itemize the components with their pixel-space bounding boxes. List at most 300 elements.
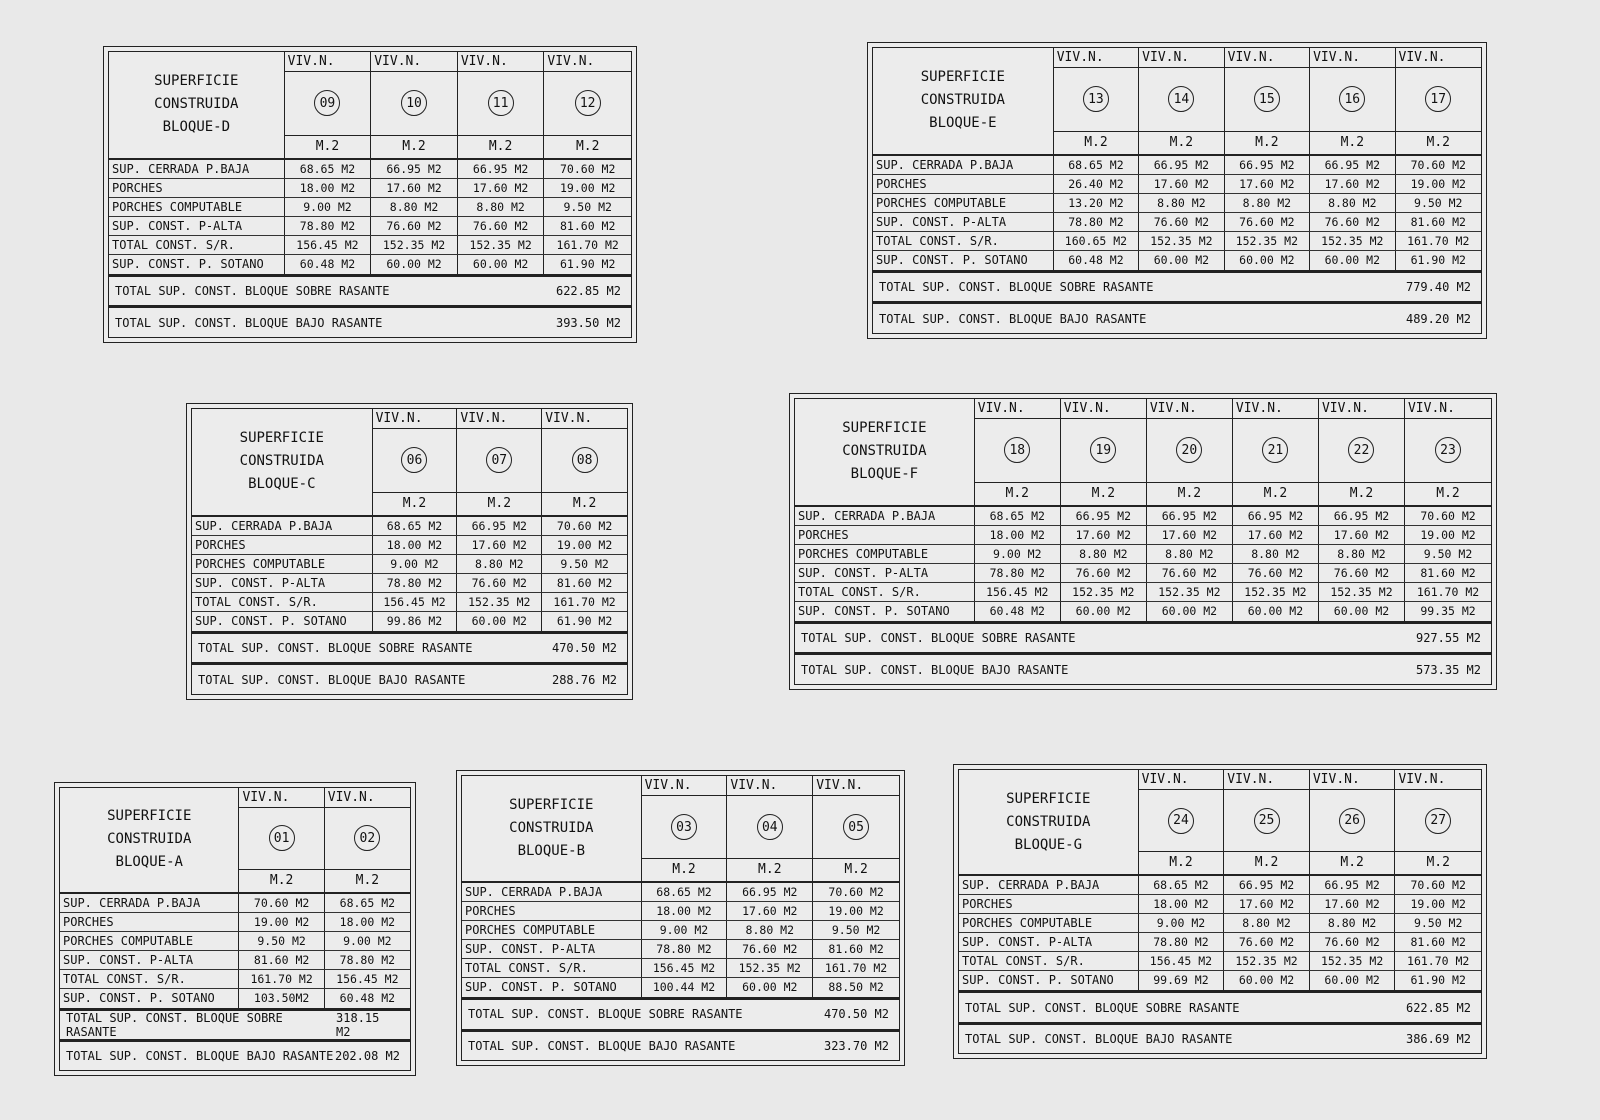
unit-column-15 [1225, 48, 1310, 154]
row-value: 9.50 M2 [1413, 916, 1463, 931]
row-value: 68.65 M2 [975, 507, 1061, 525]
unit-label: VIV.N. [1405, 399, 1491, 419]
row-value: 17.60 M2 [1139, 175, 1224, 193]
row-value: 17.60 M2 [1224, 895, 1310, 913]
unit-number-circle: 08 [572, 447, 598, 473]
row-value: 66.95 M2 [371, 160, 458, 178]
table-row [462, 959, 899, 978]
row-value: 70.60 M2 [556, 518, 613, 533]
table-header [59, 787, 411, 892]
row-value: 81.60 M2 [556, 575, 613, 590]
table-row [192, 574, 627, 593]
row-value: 18.00 M2 [339, 914, 396, 929]
row-value: 8.80 M2 [371, 198, 458, 216]
row-label: SUP. CONST. P. SOTANO [60, 989, 239, 1008]
unit-m2-label: M.2 [1091, 485, 1116, 501]
row-label: PORCHES COMPUTABLE [109, 198, 285, 216]
row-label: SUP. CONST. P-ALTA [60, 951, 239, 969]
unit-column-23 [1405, 399, 1491, 505]
row-value: 152.35 M2 [1147, 583, 1233, 601]
table-row [873, 175, 1481, 194]
unit-column-20 [1147, 399, 1233, 505]
row-value: 76.60 M2 [727, 940, 813, 958]
unit-column-13 [1054, 48, 1139, 154]
row-value: 60.00 M2 [1224, 971, 1310, 990]
row-label: SUP. CONST. P-ALTA [462, 940, 642, 958]
title-line: CONSTRUIDA [920, 92, 1005, 109]
total-sobre-value: 779.40 M2 [1405, 280, 1471, 295]
row-value: 60.00 M2 [1061, 602, 1147, 621]
total-bajo-rasante [958, 1023, 1482, 1054]
title-line: CONSTRUIDA [842, 443, 927, 460]
data-rows [794, 505, 1492, 622]
unit-number-circle: 26 [1339, 808, 1365, 834]
row-value: 152.35 M2 [457, 593, 542, 611]
row-value: 17.60 M2 [458, 179, 545, 197]
row-label: PORCHES [60, 913, 239, 931]
row-value: 60.48 M2 [1054, 251, 1139, 270]
row-label: PORCHES COMPUTABLE [795, 545, 975, 563]
row-value: 76.60 M2 [1310, 933, 1396, 951]
table-title [795, 399, 975, 505]
unit-column-25 [1224, 770, 1310, 874]
table-row [462, 978, 899, 997]
table-bloque-b [456, 770, 905, 1066]
row-value: 17.60 M2 [457, 536, 542, 554]
unit-column-22 [1319, 399, 1405, 505]
row-value: 76.60 M2 [1061, 564, 1147, 582]
row-value: 18.00 M2 [285, 179, 372, 197]
row-value: 88.50 M2 [828, 980, 884, 995]
table-row [959, 933, 1481, 952]
table-header [108, 51, 632, 158]
row-label: SUP. CONST. P-ALTA [192, 574, 373, 592]
total-bajo-value: 573.35 M2 [1415, 662, 1481, 677]
table-row [192, 555, 627, 574]
row-value: 8.80 M2 [1061, 545, 1147, 563]
row-value: 66.95 M2 [458, 160, 545, 178]
row-value: 76.60 M2 [1224, 933, 1310, 951]
total-bajo-value: 386.69 M2 [1405, 1031, 1471, 1046]
unit-number-circle: 02 [354, 825, 380, 851]
unit-number-circle: 19 [1090, 437, 1116, 463]
table-row [109, 198, 631, 217]
row-value: 76.60 M2 [457, 574, 542, 592]
row-value: 76.60 M2 [458, 217, 545, 235]
row-label: PORCHES [873, 175, 1054, 193]
total-sobre-label: TOTAL SUP. CONST. BLOQUE SOBRE RASANTE [198, 641, 473, 656]
row-value: 66.95 M2 [1224, 876, 1310, 894]
row-value: 60.00 M2 [1139, 251, 1224, 270]
row-value: 19.00 M2 [556, 537, 613, 552]
row-value: 17.60 M2 [1310, 175, 1395, 193]
row-value: 66.95 M2 [1310, 156, 1395, 174]
table-bloque-f [789, 393, 1497, 690]
row-value: 78.80 M2 [285, 217, 372, 235]
row-value: 60.00 M2 [371, 255, 458, 274]
row-value: 26.40 M2 [1054, 175, 1139, 193]
table-bloque-e [867, 42, 1487, 339]
row-value: 78.80 M2 [642, 940, 728, 958]
table-title [959, 770, 1139, 874]
row-value: 81.60 M2 [1410, 214, 1466, 229]
unit-number-circle: 07 [486, 447, 512, 473]
row-value: 61.90 M2 [560, 256, 616, 271]
row-label: SUP. CONST. P-ALTA [873, 213, 1054, 231]
unit-number-circle: 01 [269, 825, 295, 851]
table-row [109, 217, 631, 236]
title-line: BLOQUE-A [115, 854, 183, 871]
row-value: 161.70 M2 [1407, 233, 1470, 248]
row-value: 9.50 M2 [1423, 546, 1473, 561]
row-value: 152.35 M2 [371, 236, 458, 254]
row-value: 8.80 M2 [1225, 194, 1310, 212]
row-value: 66.95 M2 [1319, 507, 1405, 525]
table-row [795, 564, 1491, 583]
row-value: 160.65 M2 [1054, 232, 1139, 250]
table-row [873, 194, 1481, 213]
row-label: SUP. CONST. P-ALTA [795, 564, 975, 582]
row-value: 13.20 M2 [1054, 194, 1139, 212]
unit-column-14 [1139, 48, 1224, 154]
unit-label: VIV.N. [1395, 770, 1481, 790]
unit-m2-label: M.2 [1169, 855, 1193, 871]
title-line: CONSTRUIDA [509, 820, 594, 837]
row-value: 68.65 M2 [642, 883, 728, 901]
total-bajo-label: TOTAL SUP. CONST. BLOQUE BAJO RASANTE [965, 1031, 1233, 1046]
unit-m2-label: M.2 [487, 495, 512, 511]
row-label: SUP. CERRADA P.BAJA [192, 517, 373, 535]
total-bajo-label: TOTAL SUP. CONST. BLOQUE BAJO RASANTE [198, 672, 466, 687]
unit-column-07 [457, 409, 542, 515]
unit-number-circle: 10 [401, 90, 427, 116]
row-value: 68.65 M2 [285, 160, 372, 178]
unit-m2-label: M.2 [1255, 134, 1279, 150]
unit-label: VIV.N. [458, 52, 544, 72]
row-value: 9.00 M2 [1139, 914, 1225, 932]
row-value: 81.60 M2 [1420, 565, 1476, 580]
row-value: 152.35 M2 [727, 959, 813, 977]
unit-column-24 [1139, 770, 1225, 874]
row-value: 60.00 M2 [1310, 251, 1395, 270]
table-title [462, 776, 642, 881]
unit-number-circle: 21 [1262, 437, 1288, 463]
row-value: 152.35 M2 [1139, 232, 1224, 250]
unit-m2-label: M.2 [402, 138, 426, 154]
unit-column-08 [542, 409, 627, 515]
row-value: 156.45 M2 [373, 593, 458, 611]
row-label: SUP. CONST. P. SOTANO [192, 612, 373, 631]
row-value: 99.86 M2 [373, 612, 458, 631]
row-value: 152.35 M2 [1061, 583, 1147, 601]
row-label: SUP. CONST. P. SOTANO [959, 971, 1139, 990]
row-value: 18.00 M2 [642, 902, 728, 920]
table-row [795, 507, 1491, 526]
row-label: SUP. CONST. P-ALTA [959, 933, 1139, 951]
unit-column-05 [813, 776, 899, 881]
unit-number-circle: 11 [488, 90, 514, 116]
row-value: 100.44 M2 [642, 978, 728, 997]
row-value: 78.80 M2 [1139, 933, 1225, 951]
total-bajo-value: 393.50 M2 [555, 315, 621, 330]
unit-number-circle: 06 [401, 447, 427, 473]
total-bajo-rasante [108, 306, 632, 338]
table-row [109, 255, 631, 274]
row-value: 8.80 M2 [1233, 545, 1319, 563]
total-bajo-value: 323.70 M2 [823, 1038, 889, 1053]
row-value: 9.00 M2 [285, 198, 372, 216]
row-value: 61.90 M2 [1410, 252, 1466, 267]
unit-m2-label: M.2 [1005, 485, 1030, 501]
row-value: 161.70 M2 [824, 961, 888, 976]
unit-column-09 [285, 52, 372, 158]
row-label: PORCHES COMPUTABLE [873, 194, 1054, 212]
title-line: CONSTRUIDA [154, 96, 239, 113]
row-value: 103.50M2 [239, 989, 324, 1008]
row-value: 9.00 M2 [975, 545, 1061, 563]
row-label: PORCHES [462, 902, 642, 920]
unit-label: VIV.N. [1061, 399, 1146, 419]
row-value: 17.60 M2 [1061, 526, 1147, 544]
table-bloque-c [186, 403, 633, 700]
unit-number-circle: 24 [1168, 808, 1194, 834]
total-sobre-label: TOTAL SUP. CONST. BLOQUE SOBRE RASANTE [965, 1000, 1240, 1015]
row-label: SUP. CERRADA P.BAJA [462, 883, 642, 901]
row-value: 60.00 M2 [727, 978, 813, 997]
row-value: 152.35 M2 [1233, 583, 1319, 601]
row-value: 19.00 M2 [1410, 176, 1466, 191]
row-value: 68.65 M2 [373, 517, 458, 535]
row-value: 66.95 M2 [1310, 876, 1396, 894]
row-value: 68.65 M2 [1054, 156, 1139, 174]
unit-number-circle: 15 [1254, 86, 1280, 112]
unit-m2-label: M.2 [844, 862, 868, 878]
total-sobre-rasante [872, 271, 1482, 303]
row-value: 8.80 M2 [1147, 545, 1233, 563]
table-row [109, 160, 631, 179]
total-sobre-value: 927.55 M2 [1415, 631, 1481, 646]
row-label: PORCHES [795, 526, 975, 544]
total-bajo-label: TOTAL SUP. CONST. BLOQUE BAJO RASANTE [801, 662, 1069, 677]
table-row [192, 612, 627, 631]
total-bajo-rasante [59, 1040, 411, 1071]
unit-label: VIV.N. [642, 776, 727, 796]
table-row [959, 876, 1481, 895]
row-value: 17.60 M2 [371, 179, 458, 197]
unit-column-01 [239, 788, 324, 892]
total-sobre-value: 470.50 M2 [823, 1007, 889, 1022]
row-label: SUP. CONST. P. SOTANO [873, 251, 1054, 270]
row-value: 9.50 M2 [560, 556, 609, 571]
table-row [60, 932, 410, 951]
row-value: 19.00 M2 [239, 913, 324, 931]
row-label: SUP. CERRADA P.BAJA [959, 876, 1139, 894]
total-sobre-rasante [958, 991, 1482, 1022]
data-rows [191, 515, 628, 632]
data-rows [108, 158, 632, 275]
row-value: 8.80 M2 [1310, 194, 1395, 212]
row-value: 18.00 M2 [975, 526, 1061, 544]
title-line: SUPERFICIE [509, 797, 594, 814]
row-value: 78.80 M2 [339, 952, 396, 967]
table-row [60, 913, 410, 932]
title-line: BLOQUE-D [162, 119, 231, 136]
unit-column-03 [642, 776, 728, 881]
total-sobre-value: 622.85 M2 [555, 284, 621, 299]
row-label: TOTAL CONST. S/R. [60, 970, 239, 988]
row-value: 81.60 M2 [828, 942, 884, 957]
total-sobre-label: TOTAL SUP. CONST. BLOQUE SOBRE RASANTE [468, 1007, 743, 1022]
unit-m2-label: M.2 [1436, 485, 1460, 501]
unit-label: VIV.N. [1310, 770, 1395, 790]
row-value: 161.70 M2 [1416, 584, 1480, 599]
title-line: SUPERFICIE [1006, 790, 1091, 807]
row-value: 70.60 M2 [828, 885, 884, 900]
row-value: 161.70 M2 [553, 594, 616, 609]
title-line: SUPERFICIE [107, 808, 192, 825]
total-sobre-value: 318.15 M2 [336, 1010, 380, 1039]
unit-m2-label: M.2 [1426, 134, 1450, 150]
table-row [795, 526, 1491, 545]
unit-number-circle: 14 [1168, 86, 1194, 112]
total-sobre-label: TOTAL SUP. CONST. BLOQUE SOBRE RASANTE [879, 280, 1154, 295]
table-row [109, 236, 631, 255]
row-value: 19.00 M2 [828, 904, 884, 919]
table-row [873, 213, 1481, 232]
unit-m2-label: M.2 [575, 138, 600, 154]
table-title [873, 48, 1054, 154]
row-label: SUP. CERRADA P.BAJA [109, 160, 285, 178]
title-line: BLOQUE-E [929, 115, 997, 132]
row-value: 70.60 M2 [1420, 508, 1476, 523]
row-value: 61.90 M2 [1410, 973, 1466, 988]
row-value: 152.35 M2 [1224, 952, 1310, 970]
row-value: 17.60 M2 [1147, 526, 1233, 544]
table-row [959, 971, 1481, 990]
row-value: 152.35 M2 [1310, 232, 1395, 250]
row-value: 68.65 M2 [339, 895, 396, 910]
row-label: TOTAL CONST. S/R. [462, 959, 642, 977]
unit-label: VIV.N. [1225, 48, 1309, 68]
table-row [795, 602, 1491, 621]
unit-label: VIV.N. [1224, 770, 1309, 790]
row-value: 66.95 M2 [1147, 507, 1233, 525]
unit-column-12 [544, 52, 631, 158]
table-bloque-g [953, 764, 1487, 1059]
table-row [192, 517, 627, 536]
row-value: 8.80 M2 [727, 921, 813, 939]
row-value: 152.35 M2 [1319, 583, 1405, 601]
title-line: BLOQUE-G [1014, 836, 1083, 853]
unit-column-21 [1233, 399, 1319, 505]
unit-label: VIV.N. [1054, 48, 1138, 68]
row-label: TOTAL CONST. S/R. [959, 952, 1139, 970]
row-label: PORCHES [109, 179, 285, 197]
row-value: 9.00 M2 [373, 555, 458, 573]
unit-label: VIV.N. [1310, 48, 1394, 68]
row-label: SUP. CONST. P. SOTANO [462, 978, 642, 997]
unit-label: VIV.N. [457, 409, 541, 429]
total-sobre-rasante [461, 998, 900, 1029]
row-value: 99.69 M2 [1139, 971, 1225, 990]
row-label: SUP. CONST. P-ALTA [109, 217, 285, 235]
unit-m2-label: M.2 [1254, 855, 1279, 871]
unit-column-06 [373, 409, 458, 515]
data-rows [59, 892, 411, 1009]
row-value: 60.00 M2 [1225, 251, 1310, 270]
table-row [959, 895, 1481, 914]
unit-m2-label: M.2 [1340, 855, 1364, 871]
table-header [461, 775, 900, 881]
table-row [873, 251, 1481, 270]
row-value: 18.00 M2 [373, 536, 458, 554]
row-value: 17.60 M2 [1310, 895, 1396, 913]
row-value: 19.00 M2 [560, 180, 616, 195]
row-value: 66.95 M2 [1139, 156, 1224, 174]
row-value: 60.00 M2 [1147, 602, 1233, 621]
unit-number-circle: 13 [1083, 86, 1109, 112]
total-sobre-rasante [191, 632, 628, 664]
unit-label: VIV.N. [373, 409, 457, 429]
unit-label: VIV.N. [544, 52, 631, 72]
unit-number-circle: 16 [1339, 86, 1365, 112]
row-value: 8.80 M2 [457, 555, 542, 573]
title-line: SUPERFICIE [154, 73, 239, 90]
row-value: 66.95 M2 [1225, 156, 1310, 174]
row-value: 66.95 M2 [1061, 507, 1147, 525]
unit-number-circle: 03 [671, 814, 697, 840]
table-bloque-a [54, 782, 416, 1076]
total-sobre-value: 622.85 M2 [1405, 1000, 1471, 1015]
unit-label: VIV.N. [727, 776, 812, 796]
table-header [191, 408, 628, 515]
unit-label: VIV.N. [1139, 48, 1223, 68]
unit-column-02 [325, 788, 410, 892]
table-row [109, 179, 631, 198]
unit-number-circle: 04 [757, 814, 783, 840]
title-line: CONSTRUIDA [107, 831, 192, 848]
row-value: 19.00 M2 [1410, 897, 1466, 912]
row-value: 70.60 M2 [1410, 157, 1466, 172]
row-value: 152.35 M2 [458, 236, 545, 254]
row-value: 161.70 M2 [239, 970, 324, 988]
title-line: BLOQUE-B [517, 843, 586, 860]
row-value: 161.70 M2 [1407, 954, 1470, 969]
unit-column-26 [1310, 770, 1396, 874]
title-line: SUPERFICIE [239, 430, 324, 447]
title-line: CONSTRUIDA [1006, 813, 1091, 830]
row-value: 60.00 M2 [1319, 602, 1405, 621]
row-value: 81.60 M2 [560, 218, 616, 233]
row-value: 76.60 M2 [1319, 564, 1405, 582]
total-bajo-value: 202.08 M2 [334, 1048, 400, 1063]
row-value: 9.00 M2 [343, 933, 392, 948]
row-label: PORCHES COMPUTABLE [192, 555, 373, 573]
total-bajo-value: 288.76 M2 [551, 672, 617, 687]
row-value: 76.60 M2 [1233, 564, 1319, 582]
unit-number-circle: 22 [1348, 437, 1374, 463]
row-value: 61.90 M2 [556, 613, 613, 628]
unit-m2-label: M.2 [1349, 485, 1374, 501]
unit-number-circle: 23 [1435, 437, 1461, 463]
row-value: 70.60 M2 [239, 894, 324, 912]
row-value: 78.80 M2 [975, 564, 1061, 582]
unit-column-17 [1396, 48, 1481, 154]
row-label: PORCHES COMPUTABLE [959, 914, 1139, 932]
unit-column-10 [371, 52, 458, 158]
unit-label: VIV.N. [285, 52, 371, 72]
row-value: 81.60 M2 [239, 951, 324, 969]
